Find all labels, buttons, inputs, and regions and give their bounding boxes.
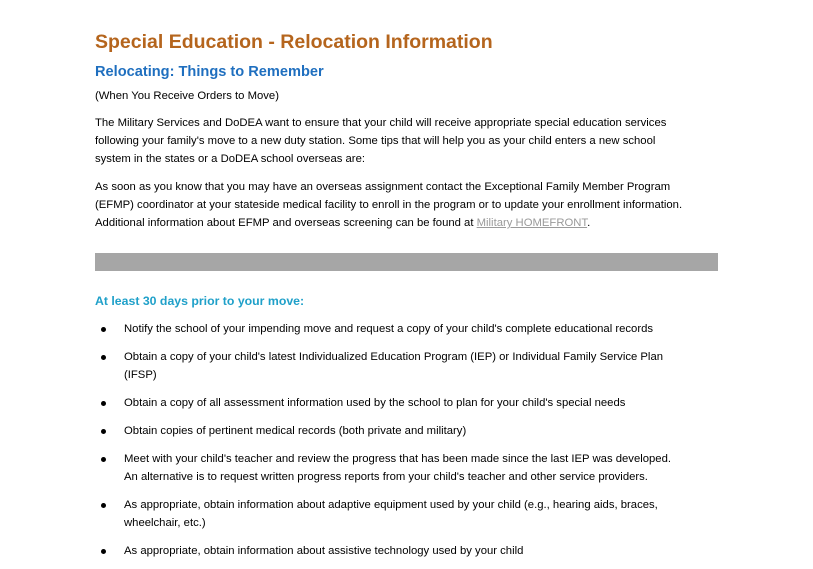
list-item-text: As appropriate, obtain information about adaptive equipment used by your child (e.g., hearing aids, braces,	[124, 499, 658, 511]
efmp-line-prefix: Additional information about EFMP and overseas screening can be found at	[95, 217, 477, 229]
efmp-line-suffix: .	[587, 217, 591, 229]
orders-note: (When You Receive Orders to Move)	[95, 90, 279, 102]
military-homefront-link[interactable]: Military HOMEFRONT	[476, 217, 588, 229]
intro-line: The Military Services and DoDEA want to ensure that your child will receive appropriate special education services	[95, 117, 667, 129]
list-item	[95, 422, 720, 440]
efmp-line: As soon as you know that you may have an overseas assignment contact the Exceptional Family Member Program	[95, 181, 671, 193]
list-item-text: wheelchair, etc.)	[124, 517, 206, 529]
intro-paragraph	[95, 114, 720, 168]
list-item	[95, 496, 720, 532]
bullet-icon	[101, 457, 106, 462]
list-item	[95, 394, 720, 412]
checklist	[95, 320, 720, 560]
list-item-text: Meet with your child's teacher and review the progress that has been made since the last IEP was developed.	[124, 453, 672, 465]
list-item-text: Obtain a copy of all assessment information used by the school to plan for your child's special needs	[124, 397, 626, 409]
bullet-icon	[101, 327, 106, 332]
intro-line: system in the states or a DoDEA school overseas are:	[95, 153, 365, 165]
section-divider-bar	[95, 253, 718, 271]
list-item-text: An alternative is to request written progress reports from your child's teacher and other service providers.	[124, 471, 648, 483]
list-item-text: Obtain a copy of your child's latest Individualized Education Program (IEP) or Individual Family Service Plan	[124, 351, 664, 363]
bullet-icon	[101, 549, 106, 554]
intro-line: following your family's move to a new duty station. Some tips that will help you as your child enters a new school	[95, 135, 656, 147]
list-item-text: Notify the school of your impending move and request a copy of your child's complete educational records	[124, 323, 654, 335]
efmp-line: (EFMP) coordinator at your stateside medical facility to enroll in the program or to update your enrollment information.	[95, 199, 683, 211]
list-item	[95, 348, 720, 384]
list-item-text: (IFSP)	[124, 369, 157, 381]
list-item-text: Obtain copies of pertinent medical records (both private and military)	[124, 425, 467, 437]
bullet-icon	[101, 503, 106, 508]
document-page	[95, 30, 720, 569]
list-item	[95, 542, 720, 560]
list-item	[95, 320, 720, 338]
page-title: Special Education - Relocation Information	[95, 31, 493, 53]
section-heading-30-days: At least 30 days prior to your move:	[95, 294, 305, 308]
efmp-line	[95, 214, 720, 232]
bullet-icon	[101, 355, 106, 360]
list-item-text: As appropriate, obtain information about assistive technology used by your child	[124, 545, 524, 557]
page-subtitle: Relocating: Things to Remember	[95, 64, 324, 80]
efmp-paragraph	[95, 178, 720, 232]
list-item	[95, 450, 720, 486]
bullet-icon	[101, 401, 106, 406]
bullet-icon	[101, 429, 106, 434]
